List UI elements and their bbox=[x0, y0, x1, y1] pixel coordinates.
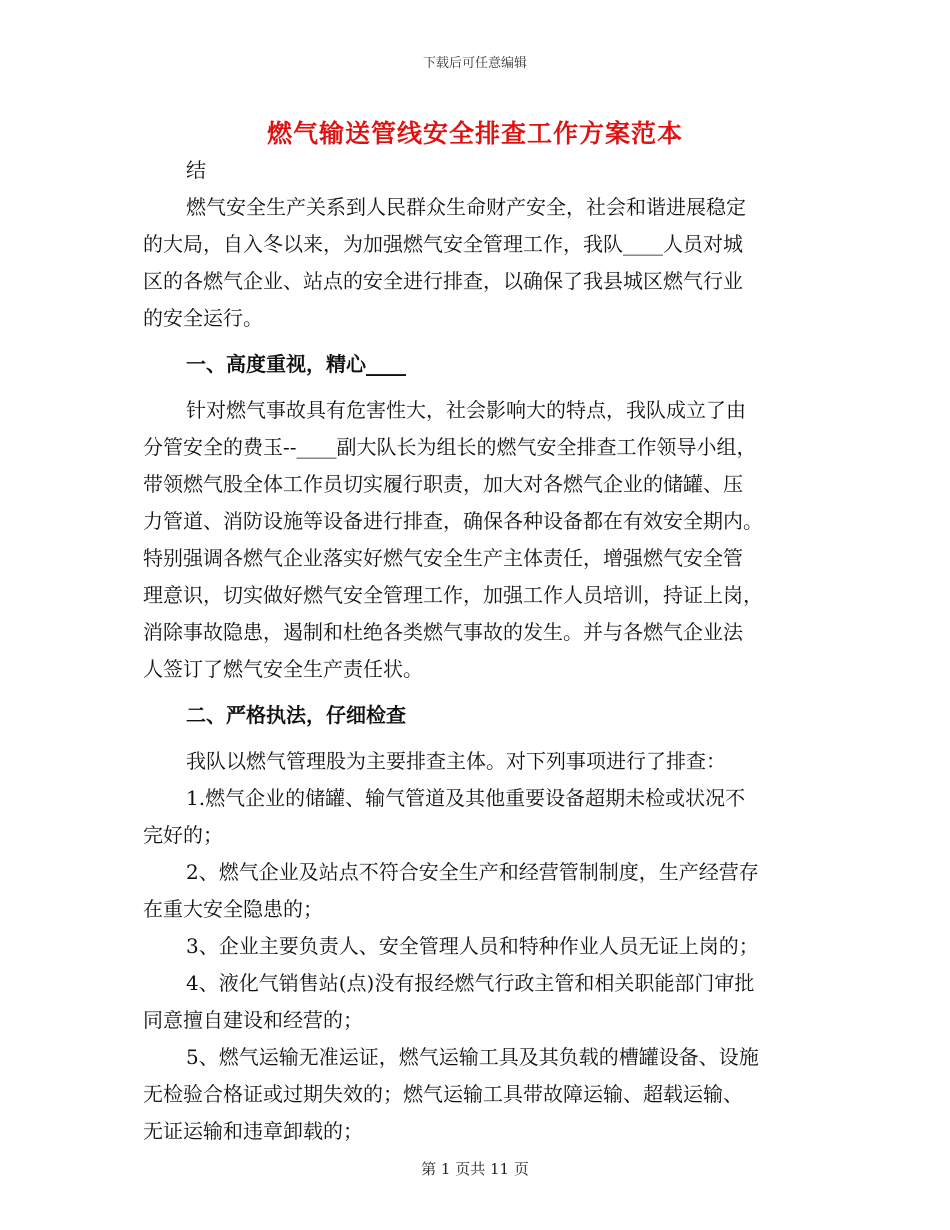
body-line: 的安全运行。 bbox=[143, 306, 263, 330]
list-item-line: 完好的； bbox=[143, 823, 223, 847]
body-line: 力管道、消防设施等设备进行排查，确保各种设备都在有效安全期内。 bbox=[143, 509, 763, 533]
list-item-line: 同意擅自建设和经营的； bbox=[143, 1008, 363, 1032]
body-line: 结 bbox=[186, 158, 206, 182]
body-line: 针对燃气事故具有危害性大，社会影响大的特点，我队成立了由 bbox=[186, 398, 746, 422]
body-line: 特别强调各燃气企业落实好燃气安全生产主体责任，增强燃气安全管 bbox=[143, 546, 743, 570]
body-line: 区的各燃气企业、站点的安全进行排查，以确保了我县城区燃气行业 bbox=[143, 269, 743, 293]
list-item-line: 2、燃气企业及站点不符合安全生产和经营管制制度，生产经营存 bbox=[186, 860, 759, 884]
list-item-line: 无证运输和违章卸载的； bbox=[143, 1119, 363, 1143]
document-body bbox=[143, 152, 803, 1150]
list-item-line: 5、燃气运输无准运证，燃气运输工具及其负载的槽罐设备、设施 bbox=[186, 1045, 759, 1069]
document-title: 燃气输送管线安全排查工作方案范本 bbox=[266, 119, 683, 148]
page-header-note: 下载后可任意编辑 bbox=[422, 56, 527, 71]
body-line: 带领燃气股全体工作员切实履行职责，加大对各燃气企业的储罐、压 bbox=[143, 472, 743, 496]
page-footer: 第 1 页共 11 页 bbox=[421, 1160, 529, 1178]
list-item-line: 1.燃气企业的储罐、输气管道及其他重要设备超期未检或状况不 bbox=[186, 786, 746, 810]
body-line: 的大局，自入冬以来，为加强燃气安全管理工作，我队____人员对城 bbox=[143, 232, 743, 256]
body-line: 分管安全的费玉--____副大队长为组长的燃气安全排查工作领导小组， bbox=[143, 435, 757, 459]
body-line: 人签订了燃气安全生产责任状。 bbox=[143, 657, 423, 681]
list-item-line: 4、液化气销售站(点)没有报经燃气行政主管和相关职能部门审批 bbox=[186, 971, 755, 995]
body-line: 燃气安全生产关系到人民群众生命财产安全，社会和谐进展稳定 bbox=[186, 195, 746, 219]
body-line: 理意识，切实做好燃气安全管理工作，加强工作人员培训，持证上岗， bbox=[143, 583, 763, 607]
list-item-line: 在重大安全隐患的； bbox=[143, 897, 323, 921]
list-item-line: 无检验合格证或过期失效的；燃气运输工具带故障运输、超载运输、 bbox=[143, 1082, 743, 1106]
list-item-line: 3、企业主要负责人、安全管理人员和特种作业人员无证上岗的； bbox=[186, 934, 759, 958]
section-heading: 一、高度重视，精心____ bbox=[186, 352, 406, 376]
section-heading: 二、严格执法，仔细检查 bbox=[186, 703, 406, 727]
body-line: 消除事故隐患，遏制和杜绝各类燃气事故的发生。并与各燃气企业法 bbox=[143, 620, 743, 644]
body-line: 我队以燃气管理股为主要排查主体。对下列事项进行了排查： bbox=[186, 749, 726, 773]
